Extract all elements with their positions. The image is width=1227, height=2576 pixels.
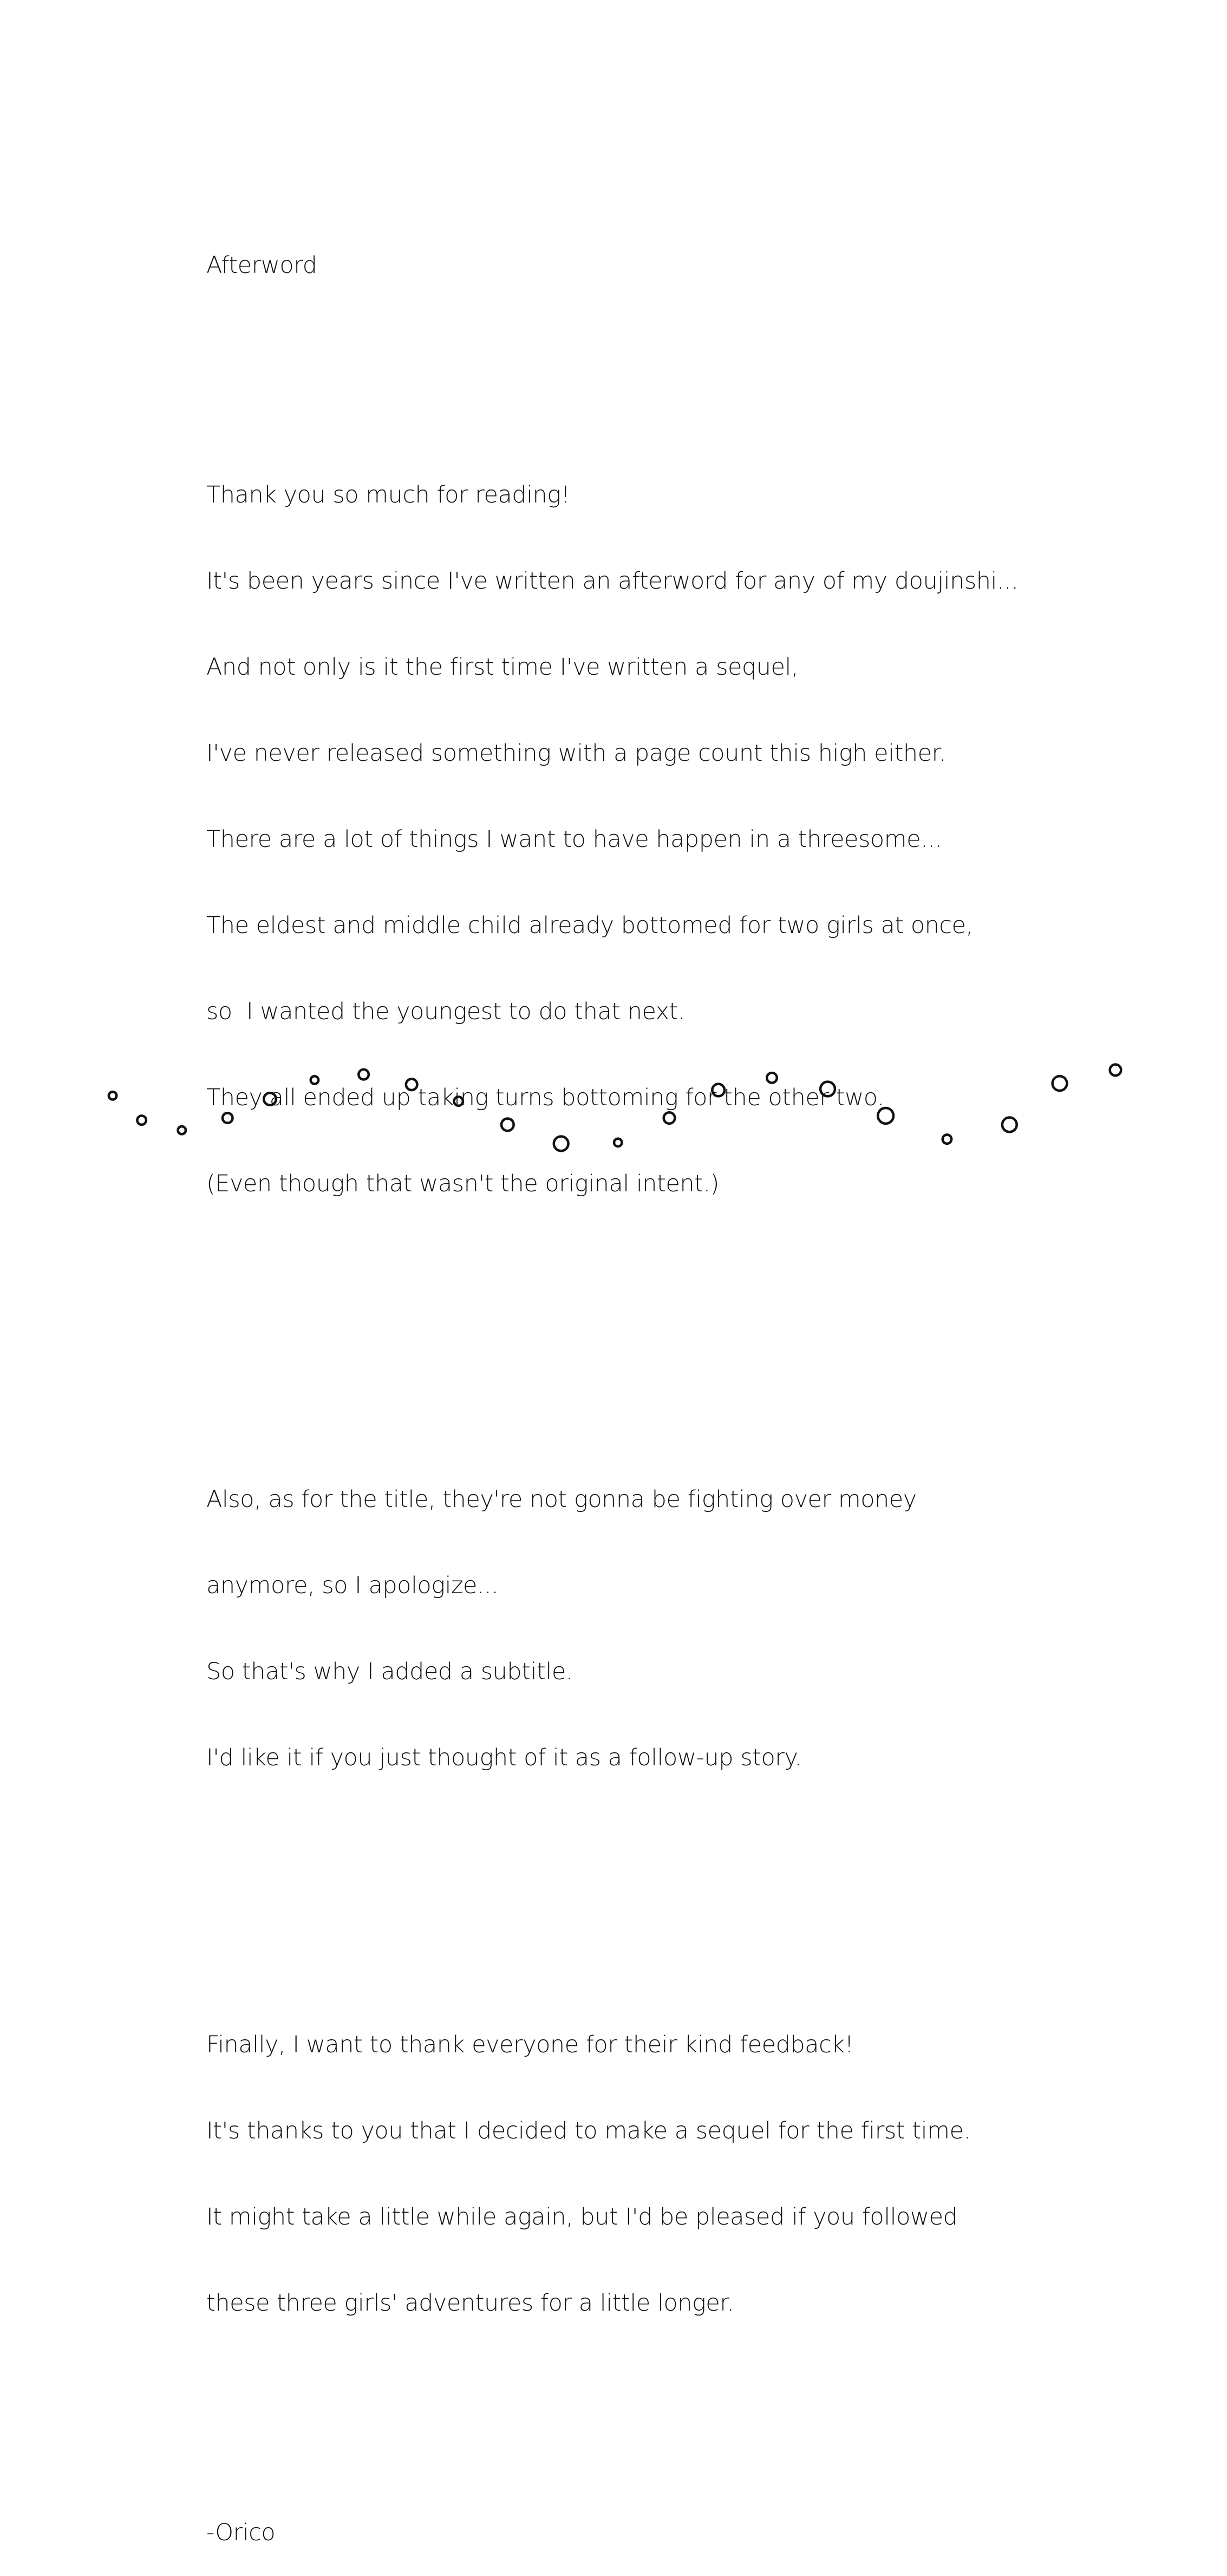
bubble-icon [554, 1137, 569, 1151]
bubble-icon [454, 1097, 462, 1105]
text-line: There are a lot of things I want to have happen in a threesome... [206, 826, 942, 853]
bubble-icon [1110, 1065, 1121, 1076]
bubble-icon [820, 1082, 835, 1097]
paragraph-finally [206, 1973, 1019, 2375]
text-line: And not only is it the first time I've written a sequel, [206, 654, 799, 681]
bubble-icon [264, 1093, 276, 1105]
text-line: I'd like it if you just thought of it as a follow-up story. [206, 1744, 802, 1771]
text-line: Thank you so much for reading! [206, 481, 570, 508]
bubble-icon [878, 1108, 893, 1124]
text-line: The eldest and middle child already bottomed for two girls at once, [206, 912, 973, 939]
bubble-icon [1053, 1076, 1067, 1091]
text-line: so I wanted the youngest to do that next. [206, 998, 686, 1025]
bubble-icon [767, 1073, 777, 1083]
text-line: So that's why I added a subtitle. [206, 1658, 573, 1685]
bubble-icon [311, 1076, 318, 1084]
bubble-icon [137, 1116, 146, 1124]
spacer [206, 1887, 1019, 1916]
bubble-icon [712, 1084, 725, 1097]
signature: -Orico [206, 2519, 276, 2546]
bubble-icon [943, 1134, 951, 1143]
text-line: It's been years since I've written an afterword for any of my doujinshi... [206, 568, 1019, 595]
text-line: Finally, I want to thank everyone for their kind feedback! [206, 2031, 854, 2058]
bubble-icon [1002, 1118, 1017, 1132]
text-line: (Even though that wasn't the original intent.) [206, 1170, 719, 1197]
spacer [206, 2432, 1019, 2461]
bubble-icon [501, 1119, 514, 1131]
bubble-icon [109, 1092, 116, 1099]
text-line: Also, as for the title, they're not gonna be fighting over money [206, 1486, 917, 1513]
text-line: It might take a little while again, but I'd be pleased if you followed [206, 2203, 958, 2231]
text-line: these three girls' adventures for a little longer. [206, 2290, 734, 2317]
bubble-icon [406, 1079, 417, 1090]
bubble-icon [614, 1139, 622, 1146]
bubble-icon [664, 1112, 675, 1124]
bubble-icon [223, 1113, 233, 1123]
afterword-title: Afterword [206, 252, 317, 279]
bubble-icon [358, 1069, 369, 1080]
text-line: anymore, so I apologize... [206, 1572, 499, 1599]
text-line: I've never released something with a page count this high either. [206, 740, 947, 767]
text-line: It's thanks to you that I decided to make a sequel for the first time. [206, 2117, 971, 2144]
bubble-icon [178, 1126, 186, 1134]
text-line: They all ended up taking turns bottoming for the other two. [206, 1084, 884, 1111]
